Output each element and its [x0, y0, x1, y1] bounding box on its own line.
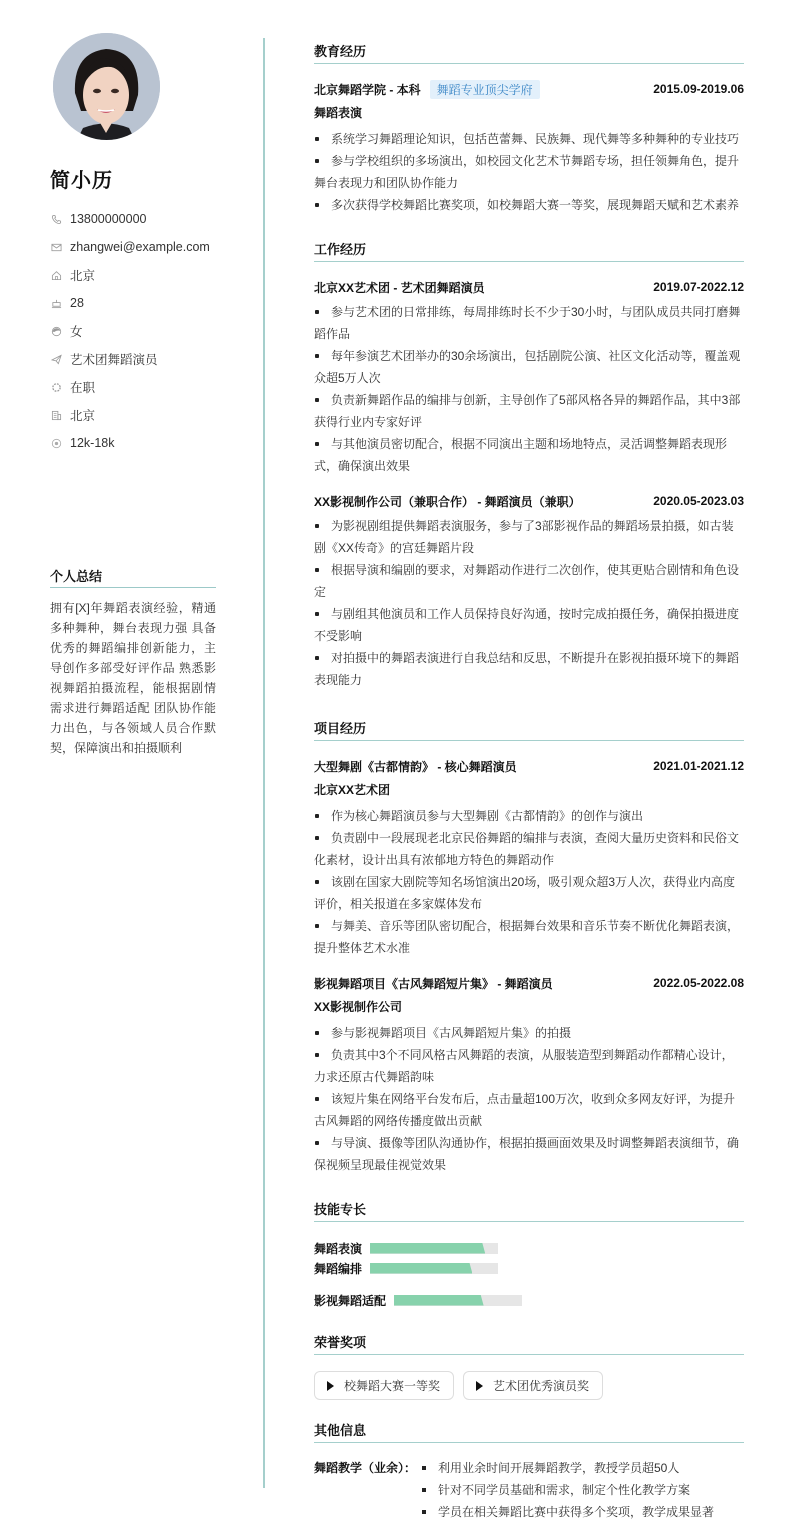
projects-title: 项目经历	[314, 718, 744, 741]
summary-text: 拥有[X]年舞蹈表演经验，精通多种舞种，舞台表现力强 具备优秀的舞蹈编排创新能力，主导创作多部受好评作品 熟悉影视舞蹈拍摄流程，能根据剧情需求进行舞蹈适配 团队协作能力出色，与各领域人员合作默契，保障演出和拍摄顺利	[50, 601, 216, 755]
project-bullets	[314, 805, 744, 959]
home-icon	[50, 269, 62, 281]
project-entry-head	[314, 756, 744, 776]
contact-phone	[50, 205, 216, 233]
work-entry-head	[314, 277, 744, 297]
list-item: 该短片集在网络平台发布后，点击量超100万次，收到众多网友好评，为提升古风舞蹈的网络传播度做出贡献	[314, 1088, 744, 1132]
skill-item	[314, 1290, 522, 1310]
work-bullets	[314, 515, 744, 691]
contact-location	[50, 261, 216, 289]
list-item: 参与艺术团的日常排练，每周排练时长不少于30小时，与团队成员共同打磨舞蹈作品	[314, 301, 744, 345]
list-item: 每年参演艺术团举办的30余场演出，包括剧院公演、社区文化活动等，覆盖观众超5万人次	[314, 345, 744, 389]
status-icon	[50, 381, 62, 393]
other-label: 舞蹈教学（业余）：	[314, 1461, 417, 1475]
awards-list	[314, 1371, 744, 1400]
contact-position	[50, 345, 216, 373]
contact-phone-value: 13800000000	[70, 212, 147, 226]
contact-list	[50, 205, 216, 457]
education-major: 舞蹈表演	[314, 106, 363, 120]
list-item: 与导演、摄像等团队沟通协作，根据拍摄画面效果及时调整舞蹈表演细节，确保视频呈现最佳视觉效果	[314, 1132, 744, 1176]
education-date: 2015.09-2019.06	[653, 82, 744, 96]
contact-age-value: 28	[70, 296, 84, 310]
project-date: 2021.01-2021.12	[653, 759, 744, 773]
contact-status-value: 在职	[70, 381, 96, 395]
list-item: 参与学校组织的多场演出，如校园文化艺术节舞蹈专场，担任领舞角色，提升舞台表现力和团队协作能力	[314, 150, 744, 194]
list-item: 参与影视舞蹈项目《古风舞蹈短片集》的拍摄	[314, 1022, 744, 1044]
phone-icon	[50, 213, 62, 225]
project-heading: 大型舞剧《古都情韵》 - 核心舞蹈演员	[314, 759, 517, 774]
project-bullets	[314, 1022, 744, 1176]
list-item: 利用业余时间开展舞蹈教学，教授学员超50人	[420, 1457, 714, 1479]
summary-section	[50, 566, 216, 758]
gender-icon	[50, 325, 62, 337]
work-bullets	[314, 301, 744, 477]
list-item: 对拍摄中的舞蹈表演进行自我总结和反思，不断提升在影视拍摄环境下的舞蹈表现能力	[314, 647, 744, 691]
work-entry-head	[314, 491, 744, 511]
award-badge	[314, 1371, 454, 1400]
paper-plane-icon	[50, 353, 62, 365]
salary-icon	[50, 437, 62, 449]
list-item: 为影视剧组提供舞蹈表演服务，参与了3部影视作品的舞蹈场景拍摄，如古装剧《XX传奇》的宫廷舞蹈片段	[314, 515, 744, 559]
skills-list	[314, 1238, 744, 1310]
list-item: 作为核心舞蹈演员参与大型舞剧《古都情韵》的创作与演出	[314, 805, 744, 827]
education-tag: 舞蹈专业顶尖学府	[430, 80, 540, 99]
awards-title: 荣誉奖项	[314, 1332, 744, 1355]
contact-gender	[50, 317, 216, 345]
contact-salary-value: 12k-18k	[70, 436, 115, 450]
other-title: 其他信息	[314, 1420, 744, 1443]
work-heading: XX影视制作公司（兼职合作） - 舞蹈演员（兼职）	[314, 494, 581, 509]
work-section	[314, 239, 744, 691]
skill-label: 影视舞蹈适配	[314, 1293, 387, 1308]
list-item: 与剧组其他演员和工作人员保持良好沟通，按时完成拍摄任务，确保拍摄进度不受影响	[314, 603, 744, 647]
skill-fill	[370, 1243, 485, 1254]
candidate-name: 简小历	[50, 170, 113, 192]
education-bullets	[314, 128, 744, 216]
skill-fill	[370, 1263, 472, 1274]
list-item: 与其他演员密切配合，根据不同演出主题和场地特点，灵活调整舞蹈表现形式，确保演出效果	[314, 433, 744, 477]
contact-email	[50, 233, 216, 261]
work-date: 2020.05-2023.03	[653, 494, 744, 508]
summary-title: 个人总结	[50, 566, 216, 588]
education-title: 教育经历	[314, 41, 744, 64]
triangle-right-icon	[476, 1381, 483, 1391]
building-icon	[50, 409, 62, 421]
contact-location-value: 北京	[70, 269, 96, 283]
skill-label: 舞蹈表演	[314, 1241, 363, 1256]
contact-status	[50, 373, 216, 401]
triangle-right-icon	[327, 1381, 334, 1391]
work-title: 工作经历	[314, 239, 744, 262]
skill-label: 舞蹈编排	[314, 1261, 363, 1276]
list-item: 系统学习舞蹈理论知识，包括芭蕾舞、民族舞、现代舞等多种舞种的专业技巧	[314, 128, 744, 150]
awards-section	[314, 1332, 744, 1400]
skills-section	[314, 1199, 744, 1310]
list-item: 该剧在国家大剧院等知名场馆演出20场，吸引观众超3万人次，获得业内高度评价，相关报道在多家媒体发布	[314, 871, 744, 915]
award-label: 校舞蹈大赛一等奖	[344, 1379, 441, 1393]
skill-fill	[394, 1295, 484, 1306]
skill-bar	[370, 1263, 498, 1274]
education-entry-head	[314, 79, 744, 99]
other-section	[314, 1420, 744, 1523]
contact-position-value: 艺术团舞蹈演员	[70, 353, 158, 367]
contact-email-value: zhangwei@example.com	[70, 240, 210, 254]
work-heading: 北京XX艺术团 - 艺术团舞蹈演员	[314, 280, 485, 295]
cake-icon	[50, 297, 62, 309]
projects-section	[314, 718, 744, 1176]
contact-city	[50, 401, 216, 429]
vertical-divider	[263, 38, 265, 1488]
main-column	[314, 41, 744, 1523]
skill-bar	[370, 1243, 498, 1254]
list-item: 多次获得学校舞蹈比赛奖项，如校舞蹈大赛一等奖，展现舞蹈天赋和艺术素养	[314, 194, 744, 216]
list-item: 根据导演和编剧的要求，对舞蹈动作进行二次创作，使其更贴合剧情和角色设定	[314, 559, 744, 603]
other-row	[314, 1457, 744, 1523]
work-date: 2019.07-2022.12	[653, 280, 744, 294]
other-bullets	[420, 1457, 714, 1523]
education-section	[314, 41, 744, 216]
project-org: 北京XX艺术团	[314, 783, 391, 797]
skill-item	[314, 1258, 498, 1278]
award-badge	[463, 1371, 603, 1400]
contact-city-value: 北京	[70, 409, 96, 423]
skill-bar	[394, 1295, 522, 1306]
list-item: 负责其中3个不同风格古风舞蹈的表演，从服装造型到舞蹈动作都精心设计，力求还原古代舞蹈韵味	[314, 1044, 744, 1088]
contact-salary	[50, 429, 216, 457]
mail-icon	[50, 241, 62, 253]
skill-item	[314, 1238, 498, 1258]
avatar	[53, 33, 160, 140]
list-item: 针对不同学员基础和需求，制定个性化教学方案	[420, 1479, 714, 1501]
project-date: 2022.05-2022.08	[653, 976, 744, 990]
contact-age	[50, 289, 216, 317]
project-heading: 影视舞蹈项目《古风舞蹈短片集》 - 舞蹈演员	[314, 976, 553, 991]
list-item: 负责剧中一段展现老北京民俗舞蹈的编排与表演，查阅大量历史资料和民俗文化素材，设计出具有浓郁地方特色的舞蹈动作	[314, 827, 744, 871]
list-item: 学员在相关舞蹈比赛中获得多个奖项，教学成果显著	[420, 1501, 714, 1523]
skills-title: 技能专长	[314, 1199, 744, 1222]
project-entry-head	[314, 973, 744, 993]
award-label: 艺术团优秀演员奖	[493, 1379, 590, 1393]
education-school: 北京舞蹈学院 - 本科	[314, 82, 421, 97]
contact-gender-value: 女	[70, 325, 83, 339]
list-item: 负责新舞蹈作品的编排与创新，主导创作了5部风格各异的舞蹈作品，其中3部获得行业内专家好评	[314, 389, 744, 433]
sidebar	[50, 33, 216, 457]
list-item: 与舞美、音乐等团队密切配合，根据舞台效果和音乐节奏不断优化舞蹈表演，提升整体艺术水准	[314, 915, 744, 959]
project-org: XX影视制作公司	[314, 1000, 403, 1014]
